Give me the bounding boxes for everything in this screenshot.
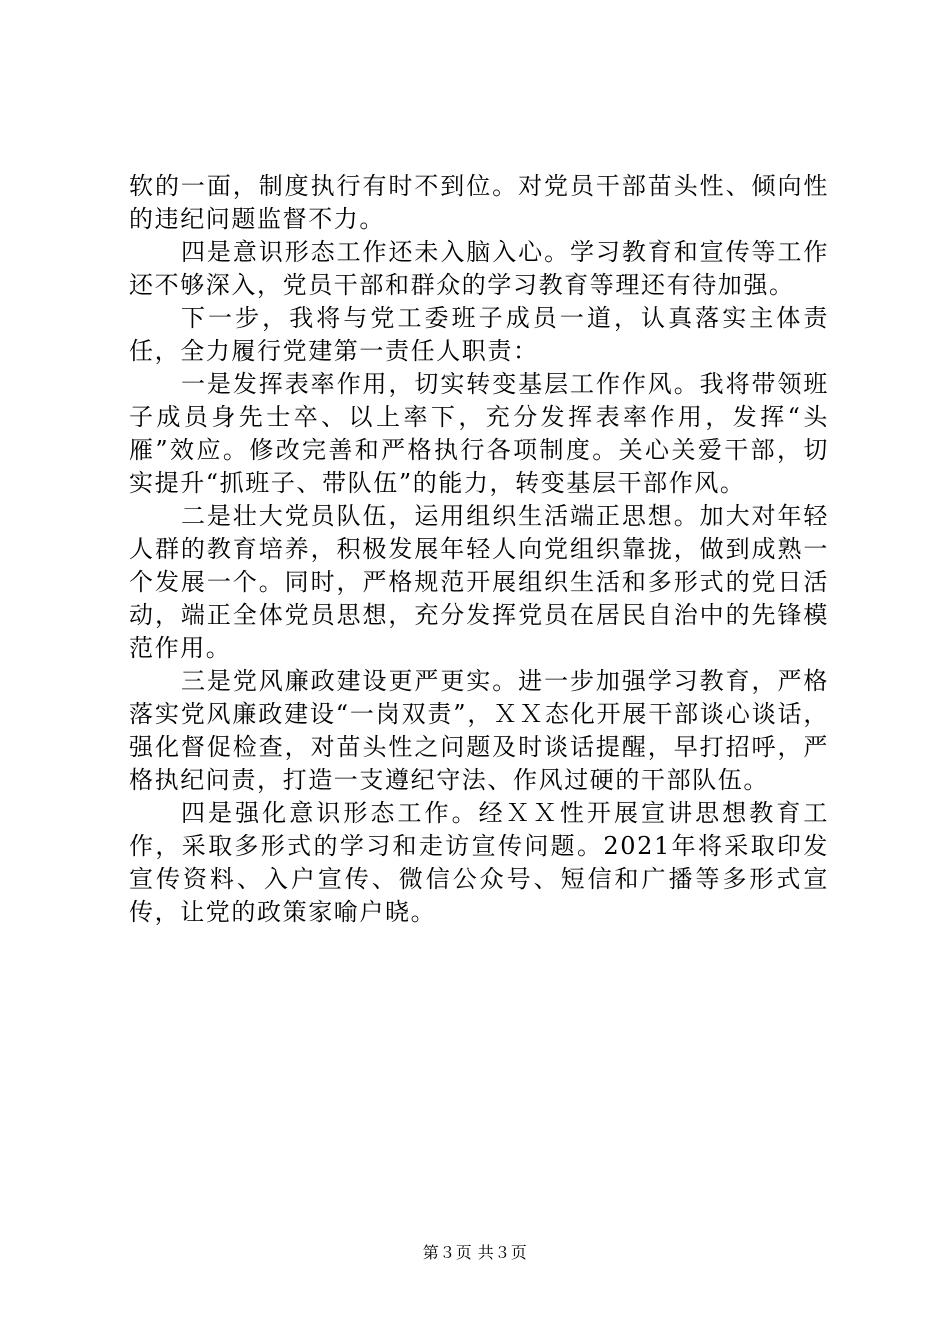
paragraph-point-three: 三是党风廉政建设更严更实。进一步加强学习教育，严格落实党风廉政建设“一岗双责”，ＸＸ态化开展干部谈心谈话，强化督促检查，对苗头性之问题及时谈话提醒，早打招呼，严格执纪问责，打造一支遵纪守法、作风过硬的干部队伍。: [129, 667, 829, 794]
document-body: [129, 170, 829, 929]
paragraph-point-one: 一是发挥表率作用，切实转变基层工作作风。我将带领班子成员身先士卒、以上率下，充分发挥表率作用，发挥“头雁”效应。修改完善和严格执行各项制度。关心关爱干部，切实提升“抓班子、带队伍”的能力，转变基层干部作风。: [129, 370, 829, 497]
page-number-label: 第３页 共３页: [422, 1243, 528, 1262]
paragraph-point-four: 四是强化意识形态工作。经ＸＸ性开展宣讲思想教育工作，采取多形式的学习和走访宣传问题。2021年将采取印发宣传资料、入户宣传、微信公众号、短信和广播等多形式宣传，让党的政策家喻户晓。: [129, 799, 829, 926]
paragraph-ideology-issue: 四是意识形态工作还未入脑入心。学习教育和宣传等工作还不够深入，党员干部和群众的学习教育等理还有待加强。: [129, 238, 829, 299]
paragraph-next-steps: 下一步，我将与党工委班子成员一道，认真落实主体责任，全力履行党建第一责任人职责：: [129, 304, 829, 365]
page-footer: [0, 1243, 950, 1263]
paragraph-point-two: 二是壮大党员队伍，运用组织生活端正思想。加大对年轻人群的教育培养，积极发展年轻人向党组织靠拢，做到成熟一个发展一个。同时，严格规范开展组织生活和多形式的党日活动，端正全体党员思想，充分发挥党员在居民自治中的先锋模范作用。: [129, 502, 829, 662]
paragraph-continuation: 软的一面，制度执行有时不到位。对党员干部苗头性、倾向性的违纪问题监督不力。: [129, 172, 829, 233]
